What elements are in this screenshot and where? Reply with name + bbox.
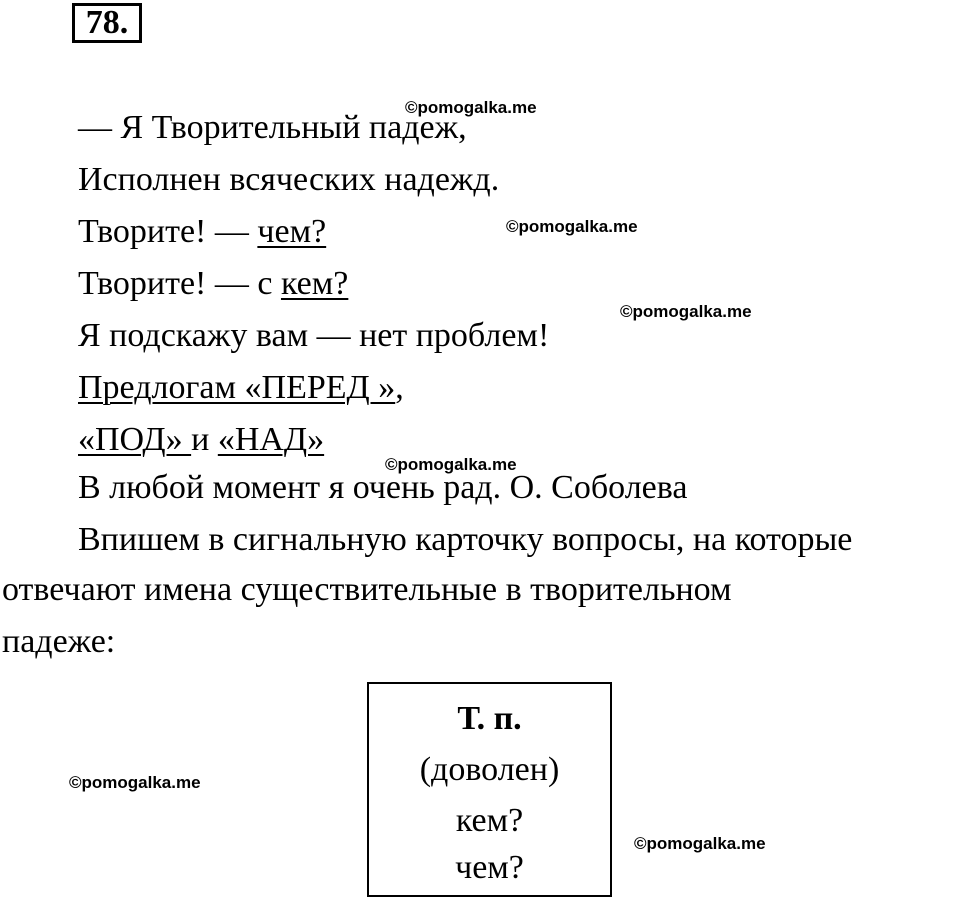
poem-line-7-nad: «НАД» [217, 421, 325, 458]
poem-line-1: — Я Творительный падеж, [78, 109, 467, 146]
poem-line-3-question: чем? [257, 213, 327, 250]
poem-line-4-prefix: Творите! — с [78, 265, 281, 302]
exercise-number: 78 [85, 4, 120, 41]
signal-card-row-3: чем? [455, 849, 524, 886]
poem-line-6-comma: , [395, 369, 404, 406]
signal-card-row-1: (доволен) [419, 751, 560, 788]
watermark-5: ©pomogalka.me [69, 773, 201, 792]
exercise-number-dot: . [119, 4, 129, 41]
poem-line-3-prefix: Творите! — [78, 213, 258, 250]
poem-line-8: В любой момент я очень рад. О. Соболева [78, 469, 688, 506]
task-line-3: падеже: [2, 623, 116, 660]
poem-line-4-question: кем? [280, 265, 349, 302]
poem-line-3 [78, 212, 326, 252]
poem-line-4 [78, 264, 348, 304]
signal-card-row-2: кем? [455, 802, 524, 839]
task-line-1: Впишем в сигнальную карточку вопросы, на которые [78, 521, 853, 558]
exercise-number-box [72, 3, 142, 43]
watermark-1: ©pomogalka.me [405, 98, 537, 117]
poem-line-6-prepositions: Предлогам «ПЕРЕД » [78, 369, 396, 406]
task-line-2: отвечают имена существительные в творительном [2, 571, 732, 608]
signal-card-title: Т. п. [457, 700, 522, 737]
watermark-4: ©pomogalka.me [385, 455, 517, 474]
poem-line-5: Я подскажу вам — нет проблем! [78, 317, 550, 354]
signal-card [367, 682, 612, 897]
poem-line-7-and: и [191, 421, 218, 458]
watermark-2: ©pomogalka.me [506, 217, 638, 236]
watermark-3: ©pomogalka.me [620, 302, 752, 321]
poem-line-2: Исполнен всяческих надежд. [78, 161, 500, 198]
poem-line-6 [78, 368, 404, 408]
watermark-6: ©pomogalka.me [634, 834, 766, 853]
poem-line-7 [78, 420, 324, 460]
poem-line-7-pod: «ПОД» [78, 421, 192, 458]
